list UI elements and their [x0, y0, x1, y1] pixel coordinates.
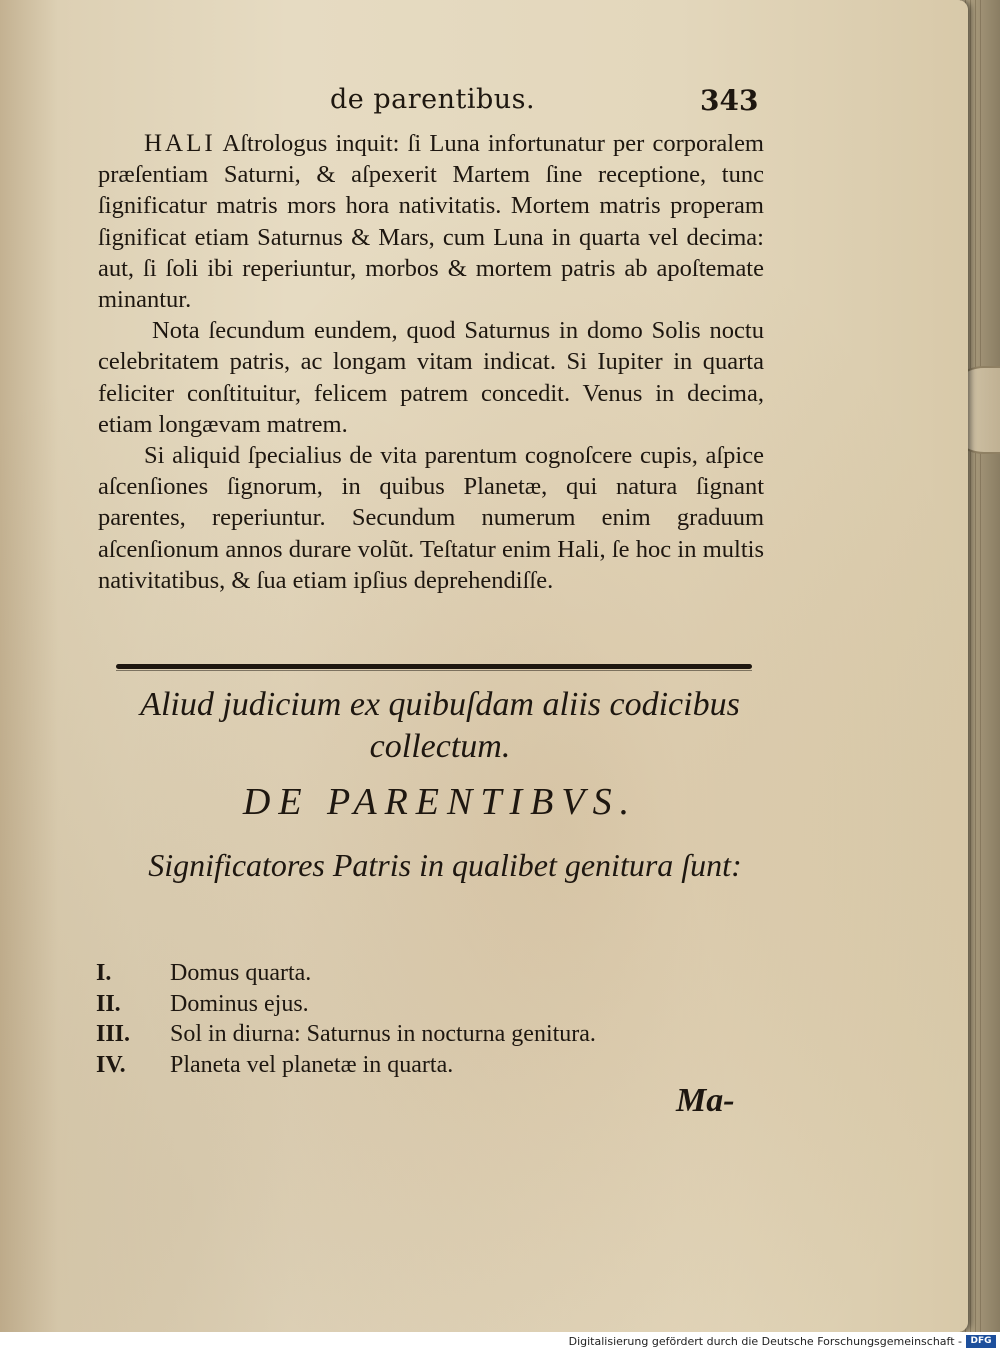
section-subtitle: Aliud judicium ex quibuſdam aliis codicibus collectum. — [140, 686, 740, 765]
list-numeral: IV. — [96, 1051, 126, 1078]
paragraph-initials: HALI — [144, 130, 216, 157]
body-text — [98, 128, 764, 596]
paragraph-text: Aſtrologus inquit: ſi Luna infortunatur per corporalem præſentiam Saturni, & aſpexerit Martem ſine receptione, tunc ſignificatur matris mors hora nativitatis. Mortem matris properam ſignificat etiam Saturnus & Mars, cum Luna in quarta vel decima: aut, ſi ſoli ibi reperiuntur, morbos & mortem patris ab apoſtemate minantur. — [98, 130, 764, 314]
list-text: Domus quarta. — [170, 960, 312, 986]
list-numeral: I. — [96, 960, 112, 986]
page-header — [0, 84, 968, 128]
list-numeral: II. — [96, 990, 121, 1017]
list-text: Dominus ejus. — [170, 990, 309, 1017]
list-item — [96, 1019, 736, 1050]
paragraph-nota: Nota ſecundum eundem, quod Saturnus in domo Solis noctu celebritatem patris, ac longam vitam indicat. Si Iupiter in quarta feliciter conſtituitur, felicem patrem concedit. Venus in decima, etiam longævam matrem. — [98, 317, 764, 438]
list-text: Sol in diurna: Saturnus in nocturna genitura. — [170, 1021, 596, 1047]
running-head: de parentibus. — [330, 84, 536, 115]
dfg-logo: DFG — [966, 1335, 996, 1348]
list-item — [96, 958, 736, 989]
paragraph-si-aliquid: Si aliquid ſpecialius de vita parentum cognoſcere cupis, aſpice aſcenſiones ſignorum, in quibus Planetæ, qui natura ſignant parentes, reperiuntur. Secundum numerum enim graduum aſcenſionum annos durare volũt. Teſtatur enim Hali, ſe hoc in multis nativitatibus, & ſua etiam ipſius deprehendiſſe. — [98, 442, 764, 594]
catchword: Ma- — [676, 1082, 735, 1119]
paragraph-hali — [98, 128, 764, 315]
significatores-heading: Significatores Patris in qualibet genitura ſunt: — [148, 847, 742, 883]
list-text: Planeta vel planetæ in quarta. — [170, 1051, 454, 1078]
page-number: 343 — [700, 84, 759, 117]
footer-bar — [0, 1332, 1000, 1352]
list-item — [96, 989, 736, 1020]
list-item — [96, 1050, 736, 1081]
funding-credit: Digitalisierung gefördert durch die Deutsche Forschungsgemeinschaft - — [568, 1335, 962, 1348]
list-numeral: III. — [96, 1021, 131, 1047]
divider-rule — [116, 664, 752, 669]
section-heading: DE PARENTIBVS. — [242, 781, 638, 823]
significatores-list — [96, 958, 736, 1080]
